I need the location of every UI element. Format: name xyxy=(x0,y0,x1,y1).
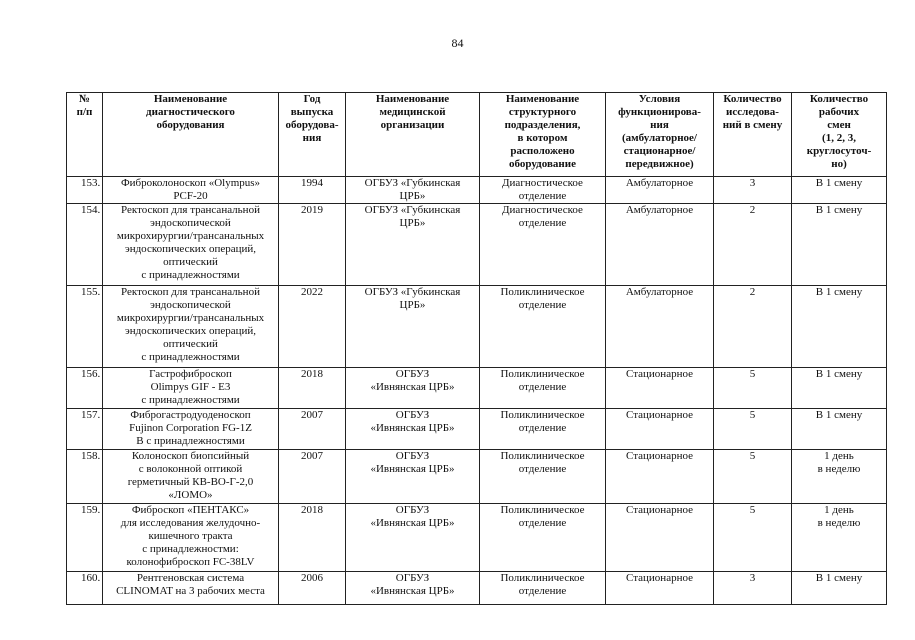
organization: ОГБУЗ «Губкинская ЦРБ» xyxy=(346,204,480,286)
shifts: В 1 смену xyxy=(792,204,887,286)
equipment-name: Фиброколоноскоп «Olympus» PCF-20 xyxy=(103,177,279,204)
study-count-header: Количество исследова- ний в смену xyxy=(714,93,792,177)
row-number: 154. xyxy=(67,204,103,286)
year: 2019 xyxy=(279,204,346,286)
year: 1994 xyxy=(279,177,346,204)
organization: ОГБУЗ «Ивнянская ЦРБ» xyxy=(346,572,480,605)
unit: Поликлиническое отделение xyxy=(480,368,606,409)
year: 2018 xyxy=(279,368,346,409)
study-count: 2 xyxy=(714,204,792,286)
table-row xyxy=(67,572,887,605)
unit: Поликлиническое отделение xyxy=(480,572,606,605)
unit: Поликлиническое отделение xyxy=(480,409,606,450)
equipment-name: Гастрофиброскоп Olimpys GIF - E3 с принадлежностями xyxy=(103,368,279,409)
study-count: 5 xyxy=(714,450,792,504)
table-row xyxy=(67,409,887,450)
organization: ОГБУЗ «Губкинская ЦРБ» xyxy=(346,177,480,204)
organization: ОГБУЗ «Ивнянская ЦРБ» xyxy=(346,409,480,450)
row-number: 153. xyxy=(67,177,103,204)
conditions: Амбулаторное xyxy=(606,177,714,204)
year: 2006 xyxy=(279,572,346,605)
equipment-name: Фиброскоп «ПЕНТАКС» для исследования желудочно- кишечного тракта с принадлежностми: колонофиброскоп FC-38LV xyxy=(103,504,279,572)
year: 2022 xyxy=(279,286,346,368)
study-count: 3 xyxy=(714,177,792,204)
conditions: Амбулаторное xyxy=(606,204,714,286)
conditions: Стационарное xyxy=(606,450,714,504)
row-number-header: № п/п xyxy=(67,93,103,177)
unit: Диагностическое отделение xyxy=(480,204,606,286)
row-number: 157. xyxy=(67,409,103,450)
unit: Поликлиническое отделение xyxy=(480,504,606,572)
row-number: 155. xyxy=(67,286,103,368)
equipment-table xyxy=(66,92,887,605)
study-count: 3 xyxy=(714,572,792,605)
table-row xyxy=(67,177,887,204)
study-count: 5 xyxy=(714,368,792,409)
shifts: В 1 смену xyxy=(792,409,887,450)
study-count: 2 xyxy=(714,286,792,368)
organization: ОГБУЗ «Губкинская ЦРБ» xyxy=(346,286,480,368)
organization: ОГБУЗ «Ивнянская ЦРБ» xyxy=(346,504,480,572)
conditions: Стационарное xyxy=(606,572,714,605)
unit-header: Наименование структурного подразделения, в котором расположено оборудование xyxy=(480,93,606,177)
study-count: 5 xyxy=(714,409,792,450)
shifts: В 1 смену xyxy=(792,286,887,368)
row-number: 158. xyxy=(67,450,103,504)
study-count: 5 xyxy=(714,504,792,572)
conditions: Стационарное xyxy=(606,368,714,409)
table-row xyxy=(67,450,887,504)
table-header-row xyxy=(67,93,887,177)
conditions: Амбулаторное xyxy=(606,286,714,368)
shifts: 1 день в неделю xyxy=(792,504,887,572)
shifts: В 1 смену xyxy=(792,177,887,204)
equipment-name: Колоноскоп биопсийный с волоконной оптикой герметичный КВ-ВО-Г-2,0 «ЛОМО» xyxy=(103,450,279,504)
page-number: 84 xyxy=(451,36,464,50)
conditions-header: Условия функционирова- ния (амбулаторное/ стационарное/ передвижное) xyxy=(606,93,714,177)
shifts: В 1 смену xyxy=(792,368,887,409)
table-body xyxy=(67,177,887,605)
equipment-name: Ректоскоп для трансанальной эндоскопической микрохирургии/трансанальных эндоскопических операций, оптический с принадлежностями xyxy=(103,204,279,286)
shifts: 1 день в неделю xyxy=(792,450,887,504)
table-row xyxy=(67,286,887,368)
organization: ОГБУЗ «Ивнянская ЦРБ» xyxy=(346,368,480,409)
year: 2007 xyxy=(279,409,346,450)
equipment-name-header: Наименование диагностического оборудования xyxy=(103,93,279,177)
unit: Поликлиническое отделение xyxy=(480,286,606,368)
shifts-header: Количество рабочих смен (1, 2, 3, круглосуточ- но) xyxy=(792,93,887,177)
shifts: В 1 смену xyxy=(792,572,887,605)
equipment-name: Рентгеновская система CLINOMAT на 3 рабочих места xyxy=(103,572,279,605)
row-number: 156. xyxy=(67,368,103,409)
unit: Диагностическое отделение xyxy=(480,177,606,204)
table-row xyxy=(67,504,887,572)
unit: Поликлиническое отделение xyxy=(480,450,606,504)
organization-header: Наименование медицинской организации xyxy=(346,93,480,177)
year: 2007 xyxy=(279,450,346,504)
row-number: 159. xyxy=(67,504,103,572)
table-row xyxy=(67,368,887,409)
equipment-name: Ректоскоп для трансанальной эндоскопической микрохирургии/трансанальных эндоскопических операций, оптический с принадлежностями xyxy=(103,286,279,368)
conditions: Стационарное xyxy=(606,409,714,450)
table-row xyxy=(67,204,887,286)
year-header: Год выпуска оборудова- ния xyxy=(279,93,346,177)
year: 2018 xyxy=(279,504,346,572)
equipment-name: Фиброгастродуоденоскоп Fujinon Corporation FG-1Z В с принадлежностями xyxy=(103,409,279,450)
conditions: Стационарное xyxy=(606,504,714,572)
organization: ОГБУЗ «Ивнянская ЦРБ» xyxy=(346,450,480,504)
row-number: 160. xyxy=(67,572,103,605)
